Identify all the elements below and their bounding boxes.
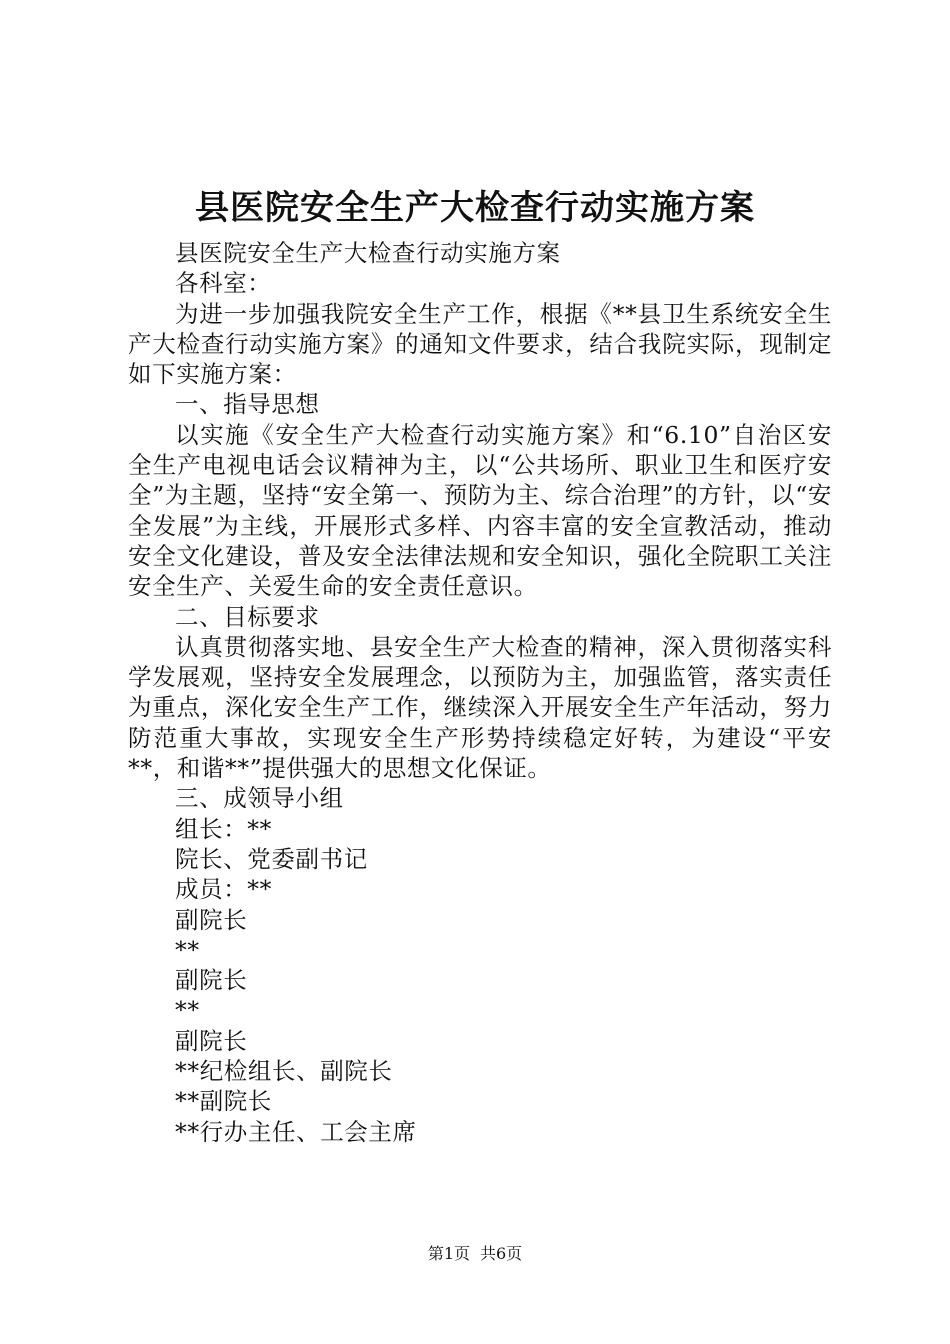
intro-paragraph: 为进一步加强我院安全生产工作，根据《**县卫生系统安全生产大检查行动实施方案》的通知文件要求，结合我院实际，现制定如下实施方案： bbox=[128, 299, 832, 389]
salutation: 各科室： bbox=[175, 269, 272, 298]
member-line: **行办主任、工会主席 bbox=[175, 1117, 417, 1146]
page-number: 第1页 bbox=[427, 1244, 470, 1263]
document-title: 县医院安全生产大检查行动实施方案 bbox=[195, 188, 755, 228]
section-3-heading: 三、成领导小组 bbox=[175, 784, 344, 813]
member-line: 副院长 bbox=[175, 1026, 248, 1055]
member-line: 副院长 bbox=[175, 966, 248, 995]
page-footer bbox=[0, 1243, 950, 1265]
member-line: 院长、党委副书记 bbox=[175, 844, 368, 873]
page-count: 共6页 bbox=[480, 1244, 523, 1263]
member-line: ** bbox=[175, 996, 200, 1025]
section-1-heading: 一、指导思想 bbox=[175, 390, 320, 419]
member-line: **副院长 bbox=[175, 1087, 272, 1116]
section-2-heading: 二、目标要求 bbox=[175, 602, 320, 631]
document-subtitle: 县医院安全生产大检查行动实施方案 bbox=[175, 239, 561, 267]
member-line: 组长：** bbox=[175, 814, 272, 843]
document-body bbox=[128, 238, 832, 1147]
member-line: 成员：** bbox=[175, 875, 272, 904]
section-1-paragraph: 以实施《安全生产大检查行动实施方案》和“6.10”自治区安全生产电视电话会议精神为主，以“公共场所、职业卫生和医疗安全”为主题，坚持“安全第一、预防为主、综合治理”的方针，以“安全发展”为主线，开展形式多样、内容丰富的安全宣教活动，推动安全文化建设，普及安全法律法规和安全知识，强化全院职工关注安全生产、关爱生命的安全责任意识。 bbox=[128, 420, 832, 601]
member-line: ** bbox=[175, 935, 200, 964]
section-2-paragraph: 认真贯彻落实地、县安全生产大检查的精神，深入贯彻落实科学发展观，坚持安全发展理念，以预防为主，加强监管，落实责任为重点，深化安全生产工作，继续深入开展安全生产年活动，努力防范重大事故，实现安全生产形势持续稳定好转，为建设“平安**，和谐**”提供强大的思想文化保证。 bbox=[128, 632, 832, 783]
member-line: 副院长 bbox=[175, 905, 248, 934]
member-line: **纪检组长、副院长 bbox=[175, 1057, 393, 1086]
